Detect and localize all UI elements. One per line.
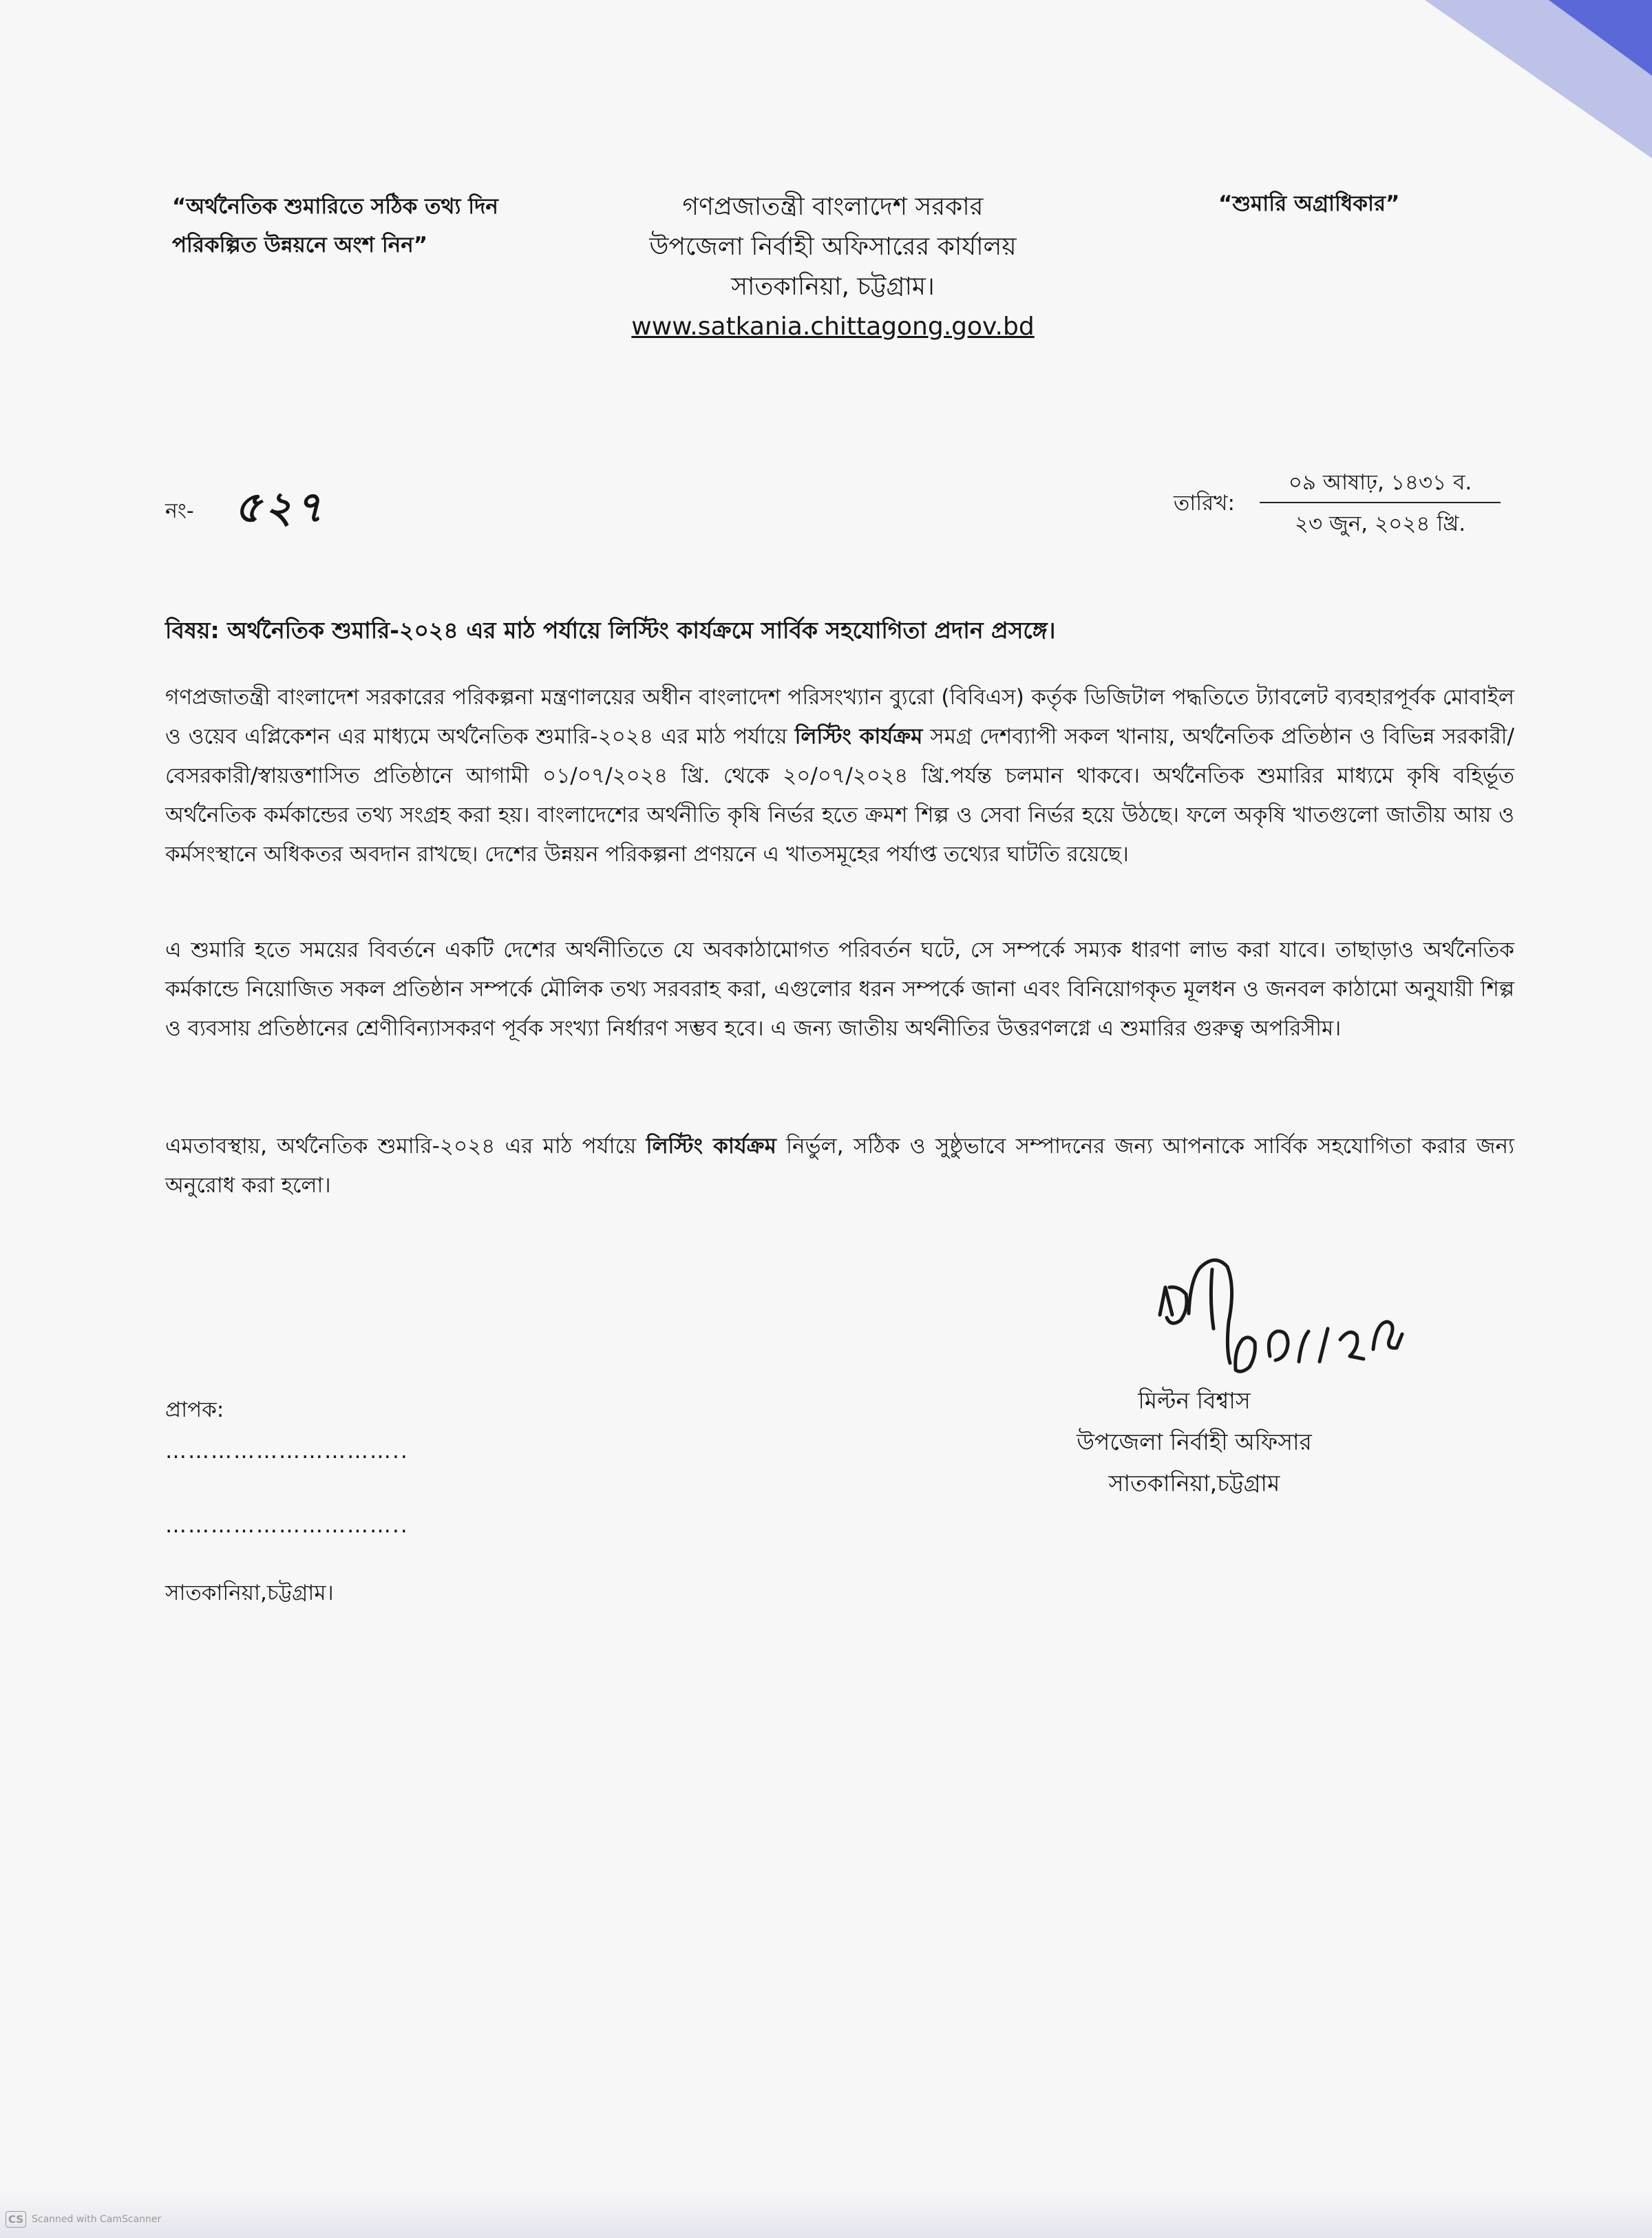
p3-text-a: এমতাবস্থায়, অর্থনৈতিক শুমারি-২০২৪ এর মাঠ পর্যায়ে — [165, 1134, 646, 1159]
government-name: গণপ্রজাতন্ত্রী বাংলাদেশ সরকার — [682, 193, 984, 221]
scanner-watermark — [6, 2211, 161, 2228]
body-paragraph-2: এ শুমারি হতে সময়ের বিবর্তনে একটি দেশের অর্থনীতিতে যে অবকাঠামোগত পরিবর্তন ঘটে, সে সম্পর্কে সম্যক ধারণা লাভ করা যাবে। তাছাড়াও অর্থনৈতিক কর্মকান্ডে নিয়োজিত সকল প্রতিষ্ঠান সম্পর্কে মৌলিক তথ্য সরবরাহ করা, এগুলোর ধরন সম্পর্কে জানা এবং বিনিয়োগকৃত মূলধন ও জনবল কাঠামো অনুযায়ী শিল্প ও ব্যবসায় প্রতিষ্ঠানের শ্রেণীবিন্যাসকরণ পূর্বক সংখ্যা নির্ধারণ সম্ভব হবে। এ জন্য জাতীয় অর্থনীতির উত্তরণলগ্নে এ শুমারির গুরুত্ব অপরিসীম। — [165, 938, 1514, 1041]
date-label: তারিখ: — [1174, 491, 1235, 516]
letterhead — [564, 187, 1101, 347]
website-link[interactable]: www.satkania.chittagong.gov.bd — [631, 313, 1035, 341]
slogan-left-line1: “অর্থনৈতিক শুমারিতে সঠিক তথ্য দিন — [172, 194, 498, 219]
recipient-place: সাতকানিয়া,চট্টগ্রাম। — [165, 1581, 334, 1605]
office-location: সাতকানিয়া, চট্টগ্রাম। — [731, 273, 935, 301]
signer-designation: উপজেলা নির্বাহী অফিসার — [1077, 1428, 1312, 1455]
p1-bold: লিস্টিং কার্যক্রম — [794, 724, 923, 749]
signer-name: মিল্টন বিশ্বাস — [1138, 1387, 1251, 1414]
body-paragraph-3 — [165, 1127, 1514, 1205]
signer-location: সাতকানিয়া,চট্টগ্রাম — [1108, 1470, 1280, 1497]
recipient-blank-line-2: ………………………….. — [165, 1513, 409, 1538]
p1-text-a: গণপ্রজাতন্ত্রী বাংলাদেশ সরকারের পরিকল্পনা মন্ত্রণালয়ের অধীন বাংলাদেশ পরিসংখ্যান ব্যুরো (বিবিএস) কর্তৃক ডিজিটাল পদ্ধতিতে ট্যাবলেট ব্যবহারপূর্বক মোবাইল ও ওয়েব এপ্লিকেশন এর মাধ্যমে অর্থনৈতিক শুমারি-২০২৪ এর মাঠ পর্যায়ে — [165, 685, 1514, 749]
p1-text-b: সমগ্র দেশব্যাপী সকল খানায়, অর্থনৈতিক প্রতিষ্ঠান ও বিভিন্ন সরকারী/বেসরকারী/স্বায়ত্তশাসিত প্রতিষ্ঠানে আগামী ০১/০৭/২০২৪ খ্রি. থেকে ২০/০৭/২০২৪ খ্রি.পর্যন্ত চলমান থাকবে। অর্থনৈতিক শুমারির মাধ্যমে কৃষি বহির্ভূত অর্থনৈতিক কর্মকান্ডের তথ্য সংগ্রহ করা হয়। বাংলাদেশের অর্থনীতি কৃষি নির্ভর হতে ক্রমশ শিল্প ও সেবা নির্ভর হয়ে উঠছে। ফলে অকৃষি খাতগুলো জাতীয় আয় ও কর্মসংস্থানে অধিকতর অবদান রাখছে। দেশের উন্নয়ন পরিকল্পনা প্রণয়নে এ খাতসমূহের পর্যাপ্ত তথ্যের ঘাটতি রয়েছে। — [165, 724, 1514, 867]
scan-corner-shade-dark — [1549, 0, 1652, 76]
camscanner-logo-icon: CS — [6, 2211, 26, 2228]
scan-bottom-shade — [0, 2190, 1652, 2238]
slogan-left-line2: পরিকল্পিত উন্নয়নে অংশ নিন” — [172, 233, 428, 257]
slogan-left — [172, 187, 585, 264]
date-divider — [1260, 502, 1501, 503]
date-gregorian: ২৩ জুন, ২০২৪ খ্রি. — [1294, 511, 1466, 536]
memo-number-handwritten: ৫২৭ — [234, 482, 326, 532]
recipient-blank-line-1: ………………………….. — [165, 1439, 409, 1464]
recipient-label: প্রাপক: — [165, 1397, 224, 1422]
p3-text-b: নির্ভুল, সঠিক ও সুষ্ঠুভাবে সম্পাদনের জন্য আপনাকে সার্বিক সহযোগিতা করার জন্য অনুরোধ করা হলো। — [165, 1134, 1514, 1198]
slogan-right: “শুমারি অগ্রাধিকার” — [1218, 191, 1400, 216]
body-paragraph-1 — [165, 678, 1514, 874]
scanner-text: Scanned with CamScanner — [32, 2214, 162, 2225]
subject-line: বিষয়: অর্থনৈতিক শুমারি-২০২৪ এর মাঠ পর্যায়ে লিস্টিং কার্যক্রমে সার্বিক সহযোগিতা প্রদান প্রসঙ্গে। — [165, 617, 1056, 644]
date-bangla: ০৯ আষাঢ়, ১৪৩১ ব. — [1288, 470, 1472, 495]
signer-block — [1032, 1380, 1356, 1504]
p3-bold: লিস্টিং কার্যক্রম — [646, 1134, 776, 1159]
office-name: উপজেলা নির্বাহী অফিসারের কার্যালয় — [649, 233, 1017, 261]
memo-label: নং- — [165, 499, 194, 523]
date-block — [1260, 465, 1501, 542]
